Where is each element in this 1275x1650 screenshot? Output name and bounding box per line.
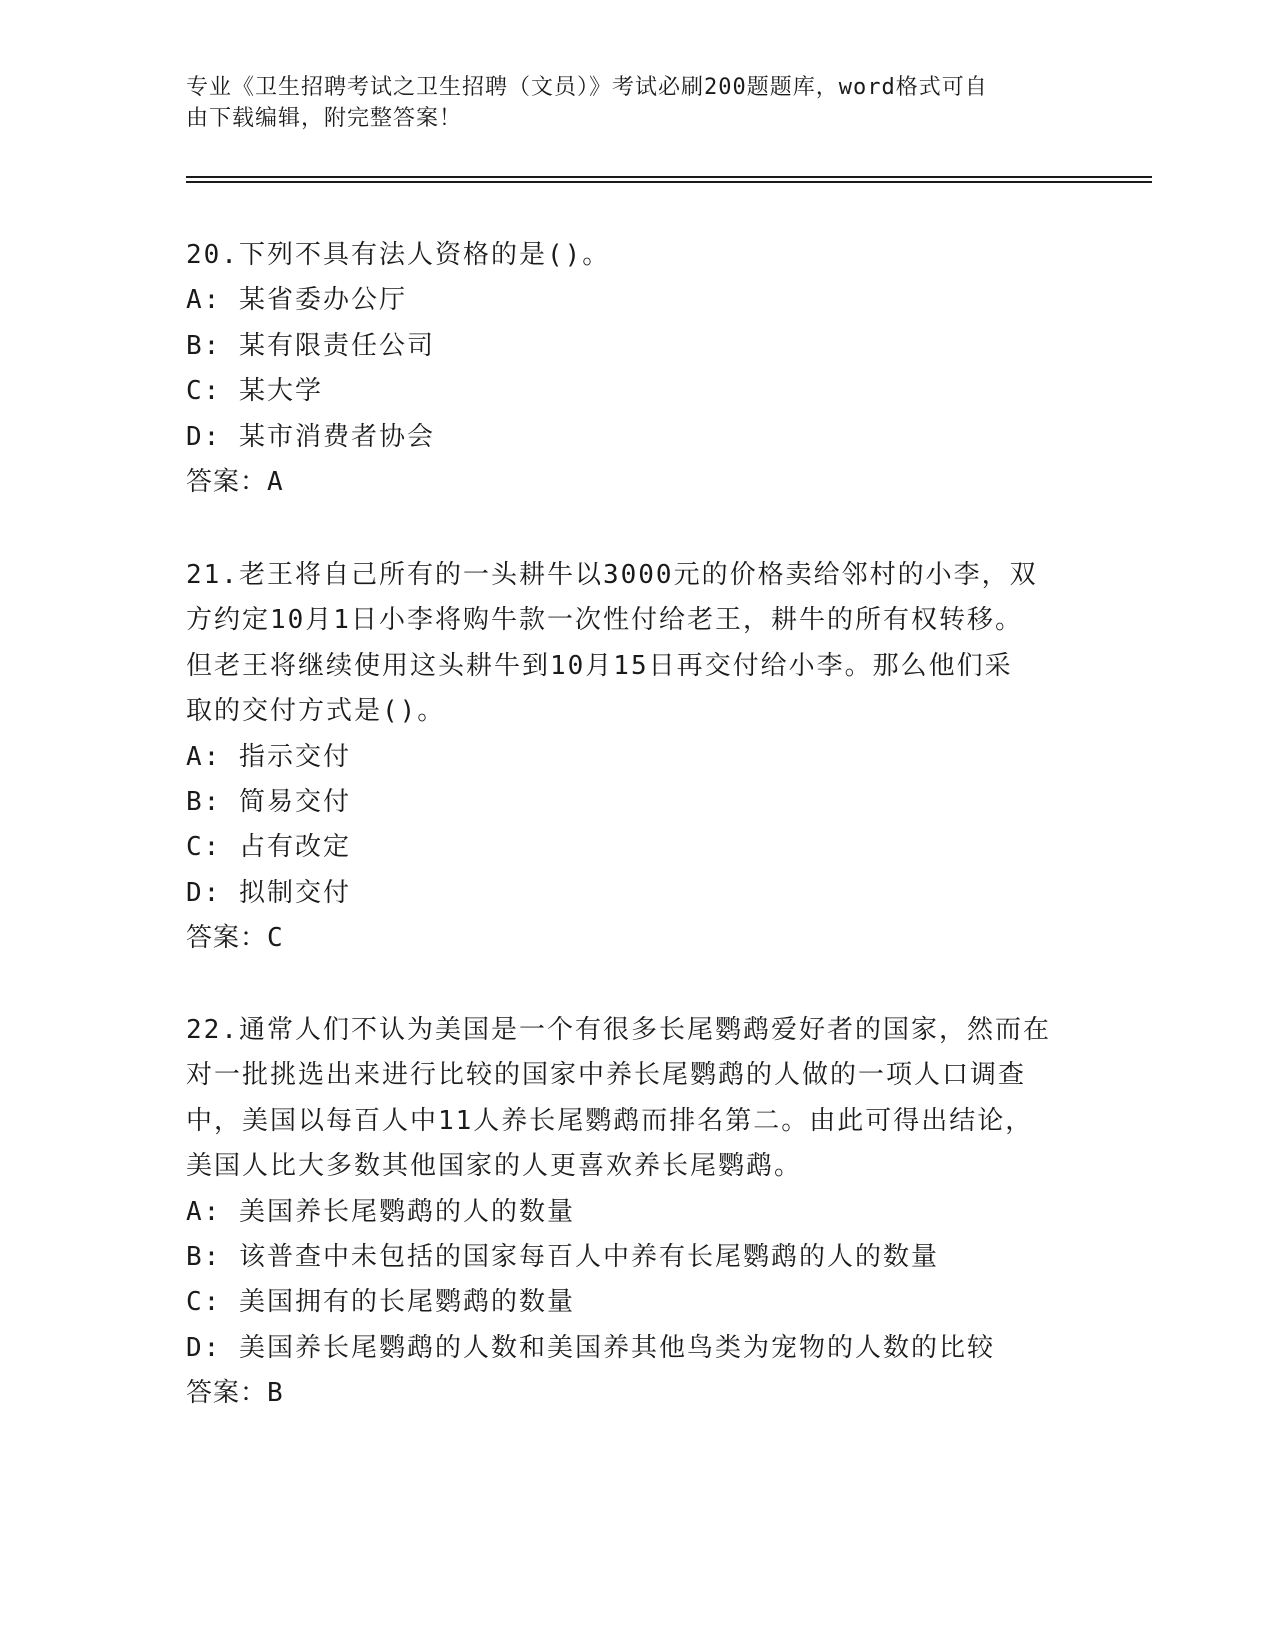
question-stem-line-2: 方约定10月1日小李将购牛款一次性付给老王，耕牛的所有权转移。	[186, 605, 1023, 636]
header-line-1: 专业《卫生招聘考试之卫生招聘（文员）》考试必刷200题题库，word格式可自	[186, 75, 988, 100]
option-a: A: 指示交付	[186, 741, 351, 772]
question-stem-line-3: 中，美国以每百人中11人养长尾鹦鹉而排名第二。由此可得出结论，	[186, 1105, 1034, 1136]
header-divider-top	[186, 176, 1152, 178]
question-stem-line-3: 但老王将继续使用这头耕牛到10月15日再交付给小李。那么他们采	[186, 650, 1013, 681]
option-c: C: 美国拥有的长尾鹦鹉的数量	[186, 1287, 575, 1318]
answer: 答案：B	[186, 1378, 284, 1409]
option-d: D: 美国养长尾鹦鹉的人数和美国养其他鸟类为宠物的人数的比较	[186, 1332, 995, 1363]
question-20	[186, 233, 1066, 505]
question-stem: 20.下列不具有法人资格的是()。	[186, 240, 611, 270]
option-b: B: 某有限责任公司	[186, 330, 435, 361]
question-21	[186, 553, 1066, 962]
question-stem-line-4: 美国人比大多数其他国家的人更喜欢养长尾鹦鹉。	[186, 1151, 803, 1182]
header-divider-bottom	[186, 181, 1152, 183]
answer: 答案：A	[186, 467, 284, 498]
option-d: D: 拟制交付	[186, 877, 351, 908]
document-header	[186, 72, 1066, 134]
option-a: A: 某省委办公厅	[186, 285, 407, 316]
question-stem-line-1: 22.通常人们不认为美国是一个有很多长尾鹦鹉爱好者的国家，然而在	[186, 1015, 1051, 1045]
question-22	[186, 1008, 1066, 1417]
option-c: C: 占有改定	[186, 832, 351, 863]
header-line-2: 由下载编辑，附完整答案！	[186, 106, 463, 131]
option-c: C: 某大学	[186, 376, 323, 407]
option-b: B: 简易交付	[186, 787, 351, 818]
option-b: B: 该普查中未包括的国家每百人中养有长尾鹦鹉的人的数量	[186, 1242, 939, 1273]
option-d: D: 某市消费者协会	[186, 421, 435, 452]
option-a: A: 美国养长尾鹦鹉的人的数量	[186, 1196, 575, 1227]
question-stem-line-2: 对一批挑选出来进行比较的国家中养长尾鹦鹉的人做的一项人口调查	[186, 1060, 1027, 1091]
question-stem-line-1: 21.老王将自己所有的一头耕牛以3000元的价格卖给邻村的小李，双	[186, 560, 1038, 590]
answer: 答案：C	[186, 923, 284, 954]
question-stem-line-4: 取的交付方式是()。	[186, 696, 446, 727]
